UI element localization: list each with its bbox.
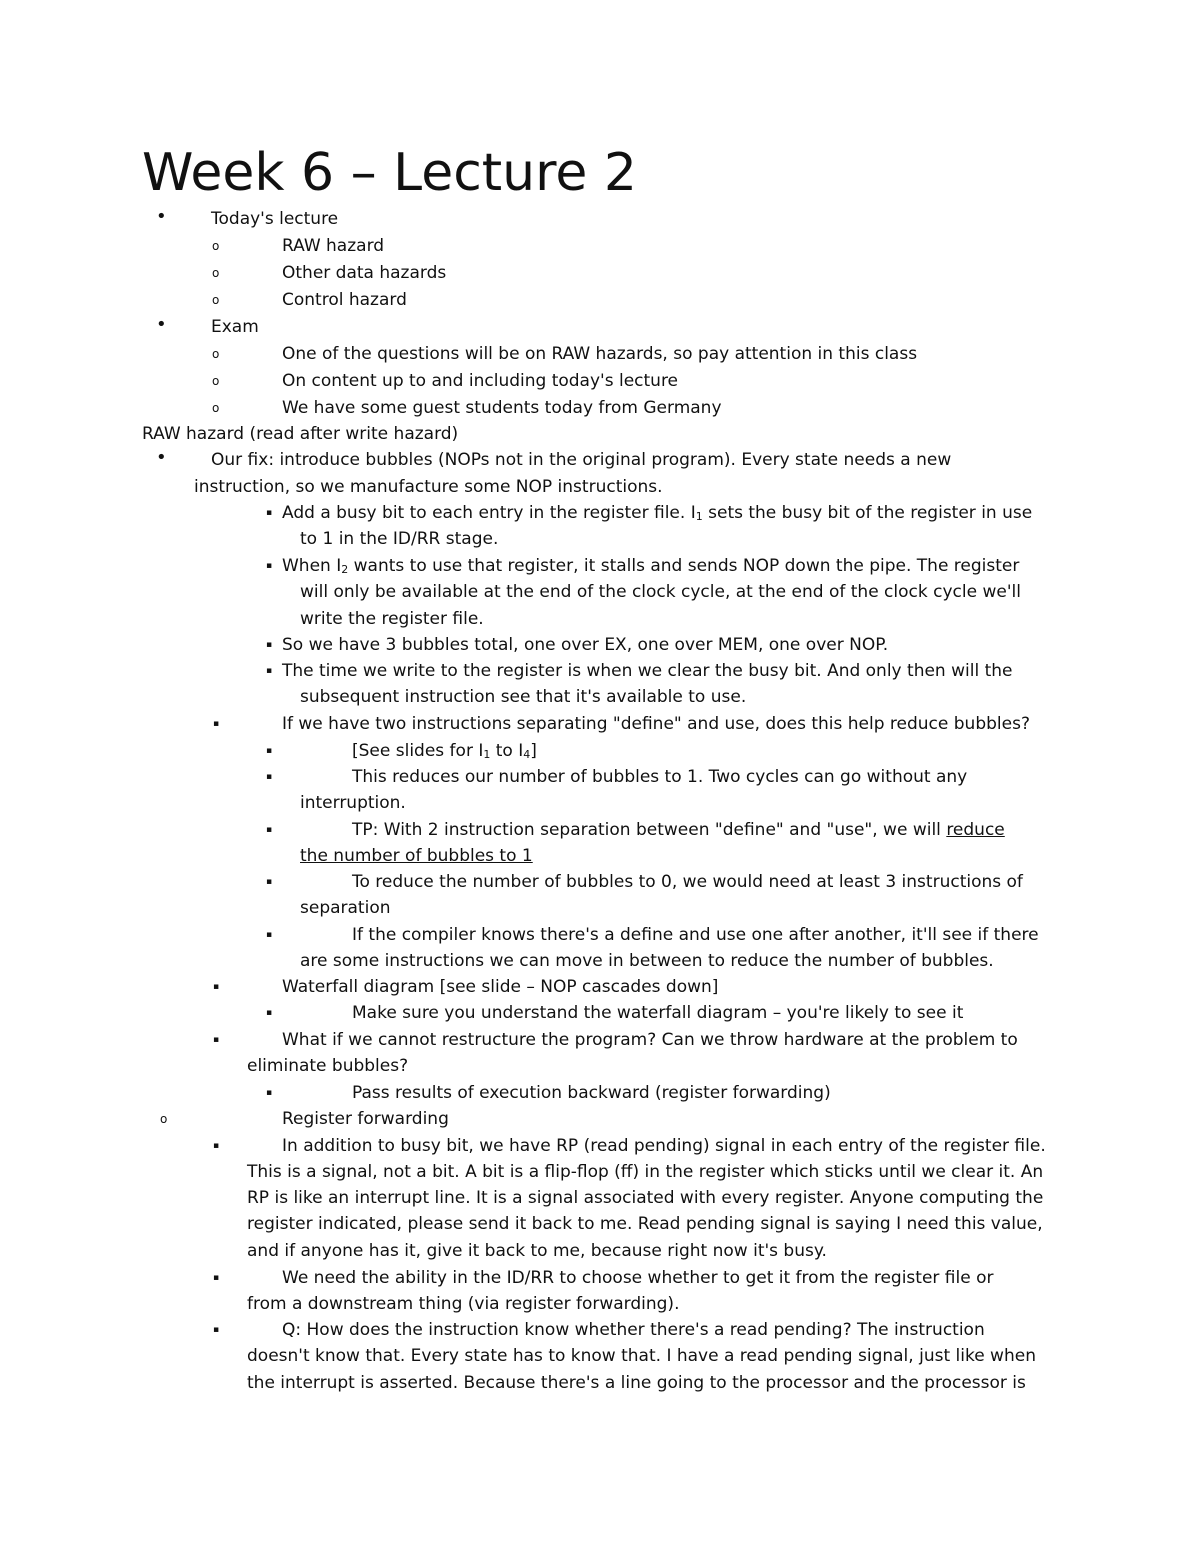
list-item-continuation: RP is like an interrupt line. It is a signal associated with every register. Anyone computing the: [247, 1188, 1044, 1208]
list-item: So we have 3 bubbles total, one over EX, one over MEM, one over NOP.: [282, 635, 889, 655]
bullet-square: ▪: [266, 930, 273, 940]
bullet-square: ▪: [266, 1008, 273, 1018]
list-item: Pass results of execution backward (register forwarding): [352, 1083, 831, 1103]
list-item: Other data hazards: [282, 263, 447, 283]
list-item-continuation: eliminate bubbles?: [247, 1056, 409, 1076]
bullet-square: ▪: [266, 1088, 273, 1098]
list-item-continuation: instruction, so we manufacture some NOP instructions.: [194, 477, 663, 497]
bullet-circle: o: [212, 347, 220, 361]
bullet-square: ▪: [266, 772, 273, 782]
list-item-continuation: from a downstream thing (via register forwarding).: [247, 1294, 680, 1314]
list-item: We need the ability in the ID/RR to choose whether to get it from the register file or: [282, 1268, 994, 1288]
list-item-continuation: are some instructions we can move in between to reduce the number of bubbles.: [300, 951, 994, 971]
list-item-continuation: the interrupt is asserted. Because there's a line going to the processor and the processor is: [247, 1373, 1026, 1393]
list-item-continuation: interruption.: [300, 793, 406, 813]
list-item: Our fix: introduce bubbles (NOPs not in the original program). Every state needs a new: [211, 450, 952, 470]
list-item: RAW hazard: [282, 236, 385, 256]
list-item-continuation: to 1 in the ID/RR stage.: [300, 529, 499, 549]
bullet-square: ▪: [213, 1141, 220, 1151]
list-item: In addition to busy bit, we have RP (read pending) signal in each entry of the register file.: [282, 1136, 1046, 1156]
page-title: Week 6 – Lecture 2: [142, 143, 637, 203]
list-item: [See slides for $I_1$ to $I_4$]: [352, 741, 537, 761]
bullet-disc: •: [156, 447, 167, 468]
list-item: To reduce the number of bubbles to 0, we would need at least 3 instructions of: [352, 872, 1023, 892]
bullet-circle: o: [160, 1112, 168, 1126]
list-item-continuation: write the register file.: [300, 609, 484, 629]
list-item: One of the questions will be on RAW hazards, so pay attention in this class: [282, 344, 918, 364]
bullet-circle: o: [212, 374, 220, 388]
list-item: If we have two instructions separating "define" and use, does this help reduce bubbles?: [282, 714, 1030, 734]
list-item-continuation: This is a signal, not a bit. A bit is a flip-flop (ff) in the register which sticks until we clear it. An: [247, 1162, 1044, 1182]
bullet-square: ▪: [266, 640, 273, 650]
list-item: We have some guest students today from Germany: [282, 398, 722, 418]
list-item-continuation: separation: [300, 898, 391, 918]
list-item-continuation: doesn't know that. Every state has to know that. I have a read pending signal, just like when: [247, 1346, 1036, 1366]
bullet-circle: o: [212, 239, 220, 253]
list-item-continuation: the number of bubbles to 1: [300, 846, 533, 866]
list-item: Add a busy bit to each entry in the register file. $I_1$ sets the busy bit of the register in use: [282, 503, 1033, 523]
list-item: Waterfall diagram [see slide – NOP cascades down]: [282, 977, 719, 997]
list-item: Today's lecture: [211, 209, 339, 229]
list-item-continuation: and if anyone has it, give it back to me, because right now it's busy.: [247, 1241, 827, 1261]
section-heading: RAW hazard (read after write hazard): [142, 424, 459, 444]
list-item: Control hazard: [282, 290, 407, 310]
bullet-square: ▪: [266, 508, 273, 518]
list-item-continuation: register indicated, please send it back to me. Read pending signal is saying I need this value,: [247, 1214, 1043, 1234]
bullet-square: ▪: [213, 1035, 220, 1045]
bullet-square: ▪: [266, 746, 273, 756]
bullet-square: ▪: [266, 825, 273, 835]
bullet-circle: o: [212, 266, 220, 280]
bullet-disc: •: [156, 206, 167, 227]
list-item: Q: How does the instruction know whether there's a read pending? The instruction: [282, 1320, 985, 1340]
list-item: Exam: [211, 317, 259, 337]
list-item: If the compiler knows there's a define and use one after another, it'll see if there: [352, 925, 1039, 945]
bullet-square: ▪: [266, 666, 273, 676]
list-item: TP: With 2 instruction separation between "define" and "use", we will reduce: [352, 820, 1005, 840]
list-item: What if we cannot restructure the program? Can we throw hardware at the problem to: [282, 1030, 1018, 1050]
list-item: Make sure you understand the waterfall diagram – you're likely to see it: [352, 1003, 964, 1023]
bullet-square: ▪: [266, 561, 273, 571]
bullet-square: ▪: [213, 1325, 220, 1335]
bullet-square: ▪: [266, 877, 273, 887]
list-item: When $I_2$ wants to use that register, it stalls and sends NOP down the pipe. The register: [282, 556, 1020, 576]
bullet-square: ▪: [213, 982, 220, 992]
bullet-square: ▪: [213, 719, 220, 729]
list-item-continuation: will only be available at the end of the clock cycle, at the end of the clock cycle we'll: [300, 582, 1021, 602]
bullet-circle: o: [212, 401, 220, 415]
bullet-square: ▪: [213, 1273, 220, 1283]
list-item: The time we write to the register is when we clear the busy bit. And only then will the: [282, 661, 1013, 681]
list-item: Register forwarding: [282, 1109, 449, 1129]
list-item: This reduces our number of bubbles to 1. Two cycles can go without any: [352, 767, 968, 787]
list-item: On content up to and including today's lecture: [282, 371, 679, 391]
bullet-circle: o: [212, 293, 220, 307]
bullet-disc: •: [156, 314, 167, 335]
list-item-continuation: subsequent instruction see that it's available to use.: [300, 687, 747, 707]
